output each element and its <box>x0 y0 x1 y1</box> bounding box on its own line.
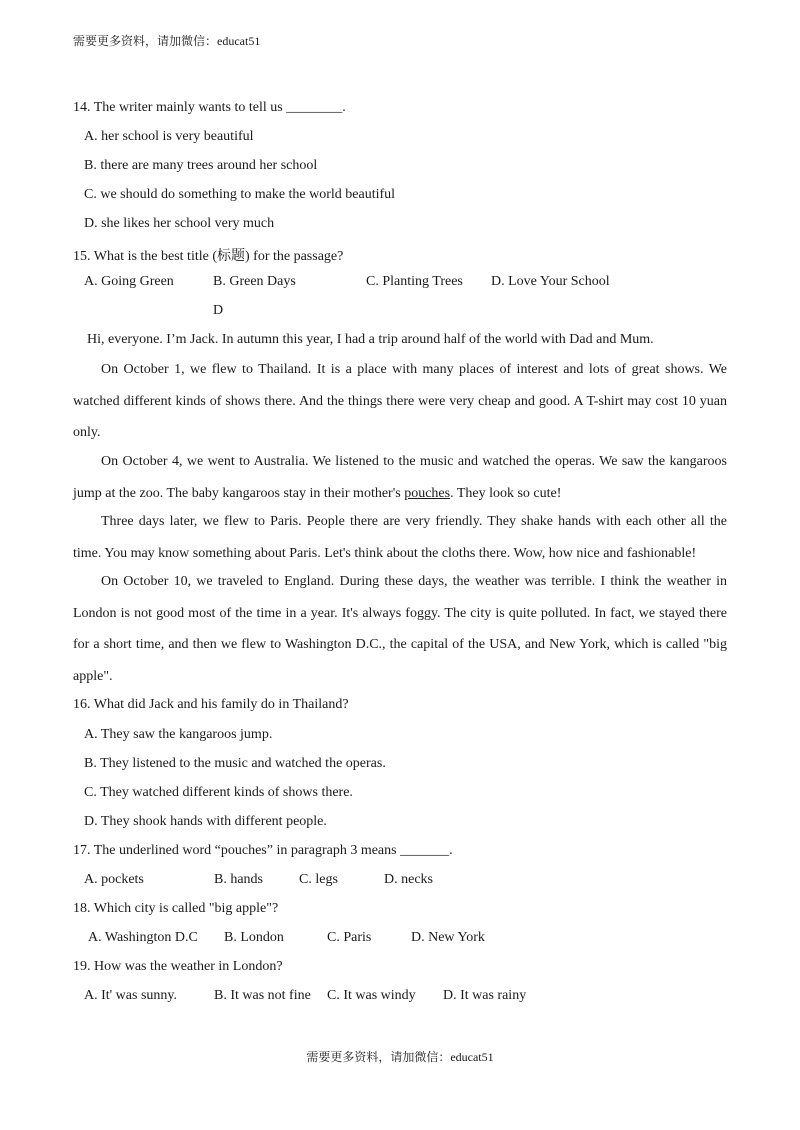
page-header: 需要更多资料，请加微信：educat51 <box>73 34 261 48</box>
question-19-stem: 19. How was the weather in London? <box>73 959 283 974</box>
question-18-option-d: D. New York <box>411 930 485 945</box>
question-15-option-b: B. Green Days <box>213 274 296 289</box>
passage-paragraph-3-text-a: On October 4, we went to Australia. We listened to the music and watched the operas. We saw the kangaroos jump at the zoo. The baby kangaroos stay in their mother's <box>73 454 727 501</box>
question-17-option-a: A. pockets <box>84 872 144 887</box>
question-18-stem: 18. Which city is called "big apple"? <box>73 901 279 916</box>
underlined-word-pouches: pouches <box>404 485 451 501</box>
question-16-stem: 16. What did Jack and his family do in Thailand? <box>73 697 349 712</box>
page-footer: 需要更多资料，请加微信：educat51 <box>306 1050 494 1064</box>
passage-paragraph-5-text: On October 10, we traveled to England. During these days, the weather was terrible. I think the weather in London is not good most of the time in a year. It's always foggy. The city is quite polluted. In fact, we stayed there for a short time, and then we flew to Washington D.C., the capital of the USA, and New York, which is called "big apple". <box>73 574 727 684</box>
question-15-option-c: C. Planting Trees <box>366 274 463 289</box>
question-16-option-b: B. They listened to the music and watched the operas. <box>84 756 386 771</box>
question-14-option-b: B. there are many trees around her school <box>84 158 318 173</box>
question-19-option-c: C. It was windy <box>327 988 416 1003</box>
passage-paragraph-3 <box>73 446 727 509</box>
question-14-stem: 14. The writer mainly wants to tell us ________. <box>73 100 346 115</box>
question-16-option-a: A. They saw the kangaroos jump. <box>84 727 273 742</box>
passage-paragraph-3-text-b: . They look so cute! <box>450 485 562 501</box>
question-17-option-d: D. necks <box>384 872 433 887</box>
question-17-option-c: C. legs <box>299 872 338 887</box>
question-16-option-c: C. They watched different kinds of shows there. <box>84 785 353 800</box>
passage-paragraph-2-text: On October 1, we flew to Thailand. It is a place with many places of interest and lots of great shows. We watched different kinds of shows there. And the things there were very cheap and good. A T-shirt may cost 10 yuan only. <box>73 362 727 440</box>
section-letter: D <box>213 303 224 318</box>
question-14-option-c: C. we should do something to make the world beautiful <box>84 187 396 202</box>
question-15-stem: 15. What is the best title (标题) for the passage? <box>73 249 344 264</box>
question-19-option-d: D. It was rainy <box>443 988 527 1003</box>
question-17-option-b: B. hands <box>214 872 263 887</box>
question-14-option-d: D. she likes her school very much <box>84 216 275 231</box>
question-16-option-d: D. They shook hands with different people. <box>84 814 327 829</box>
passage-paragraph-2 <box>73 354 727 449</box>
passage-paragraph-5 <box>73 566 727 692</box>
question-14-option-a: A. her school is very beautiful <box>84 129 254 144</box>
passage-paragraph-1: Hi, everyone. I’m Jack. In autumn this year, I had a trip around half of the world with Dad and Mum. <box>87 332 654 347</box>
question-17-stem: 17. The underlined word “pouches” in paragraph 3 means _______. <box>73 843 453 858</box>
question-15-option-d: D. Love Your School <box>491 274 610 289</box>
question-15-option-a: A. Going Green <box>84 274 174 289</box>
question-18-option-c: C. Paris <box>327 930 372 945</box>
passage-paragraph-4-text: Three days later, we flew to Paris. People there are very friendly. They shake hands with each other all the time. You may know something about Paris. Let's think about the cloths there. Wow, how nice and fashionable! <box>73 514 727 561</box>
question-18-option-a: A. Washington D.C <box>88 930 198 945</box>
question-18-option-b: B. London <box>224 930 284 945</box>
question-19-option-a: A. It' was sunny. <box>84 988 177 1003</box>
question-19-option-b: B. It was not fine <box>214 988 311 1003</box>
passage-paragraph-4 <box>73 506 727 569</box>
